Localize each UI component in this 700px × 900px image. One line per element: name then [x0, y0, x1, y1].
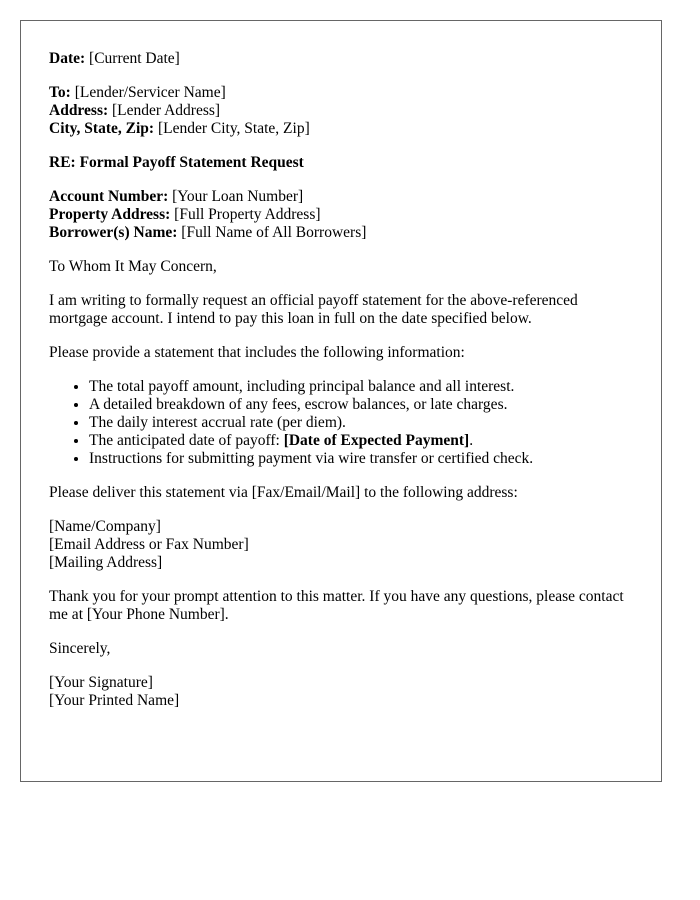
- list-item: • The total payoff amount, including principal balance and all interest.: [89, 378, 633, 396]
- payoff-date-prefix: The anticipated date of payoff:: [89, 432, 284, 449]
- list-item: • The daily interest accrual rate (per diem).: [89, 414, 633, 432]
- account-number-line: [49, 188, 633, 206]
- intro-paragraph: I am writing to formally request an official payoff statement for the above-referenced mortgage account. I intend to pay this loan in full on the date specified below.: [49, 292, 578, 327]
- delivery-contact-line: [Email Address or Fax Number]: [49, 536, 249, 553]
- account-number-value: [Your Loan Number]: [172, 188, 304, 205]
- letter-document: [20, 20, 662, 782]
- recipient-block: [49, 84, 633, 138]
- borrower-name-line: [49, 224, 633, 242]
- address-value: [Lender Address]: [112, 102, 221, 119]
- date-label: Date:: [49, 50, 86, 67]
- recipient-to-line: [49, 84, 633, 102]
- closing-paragraph: Thank you for your prompt attention to this matter. If you have any questions, please contact me at [Your Phone Number].: [49, 588, 624, 623]
- to-value: [Lender/Servicer Name]: [74, 84, 226, 101]
- payoff-date-placeholder: [Date of Expected Payment]: [283, 432, 470, 449]
- delivery-address-block: [49, 518, 633, 572]
- signature-line: [Your Signature]: [49, 674, 153, 691]
- date-value: [Current Date]: [89, 50, 180, 67]
- account-number-label: Account Number:: [49, 188, 169, 205]
- account-block: [49, 188, 633, 242]
- list-item: • Instructions for submitting payment via wire transfer or certified check.: [89, 450, 633, 468]
- borrower-name-label: Borrower(s) Name:: [49, 224, 178, 241]
- signature-block: [49, 674, 633, 710]
- subject-block: [49, 154, 633, 172]
- list-item: [89, 432, 633, 450]
- property-address-line: [49, 206, 633, 224]
- recipient-city-line: [49, 120, 633, 138]
- property-address-label: Property Address:: [49, 206, 171, 223]
- recipient-address-line: [49, 102, 633, 120]
- to-label: To:: [49, 84, 71, 101]
- payoff-date-suffix: .: [469, 432, 474, 449]
- city-label: City, State, Zip:: [49, 120, 155, 137]
- information-list: [49, 378, 633, 468]
- signoff: Sincerely,: [49, 640, 111, 657]
- list-intro: Please provide a statement that includes the following information:: [49, 344, 465, 361]
- subject-line: RE: Formal Payoff Statement Request: [49, 154, 304, 171]
- list-item: • A detailed breakdown of any fees, escrow balances, or late charges.: [89, 396, 633, 414]
- borrower-name-value: [Full Name of All Borrowers]: [181, 224, 367, 241]
- delivery-name-line: [Name/Company]: [49, 518, 161, 535]
- date-block: [49, 50, 633, 68]
- delivery-mailing-line: [Mailing Address]: [49, 554, 163, 571]
- address-label: Address:: [49, 102, 109, 119]
- date-line: [49, 50, 633, 68]
- printed-name-line: [Your Printed Name]: [49, 692, 180, 709]
- property-address-value: [Full Property Address]: [174, 206, 321, 223]
- city-value: [Lender City, State, Zip]: [157, 120, 310, 137]
- salutation: To Whom It May Concern,: [49, 258, 217, 275]
- delivery-paragraph: Please deliver this statement via [Fax/Email/Mail] to the following address:: [49, 484, 518, 501]
